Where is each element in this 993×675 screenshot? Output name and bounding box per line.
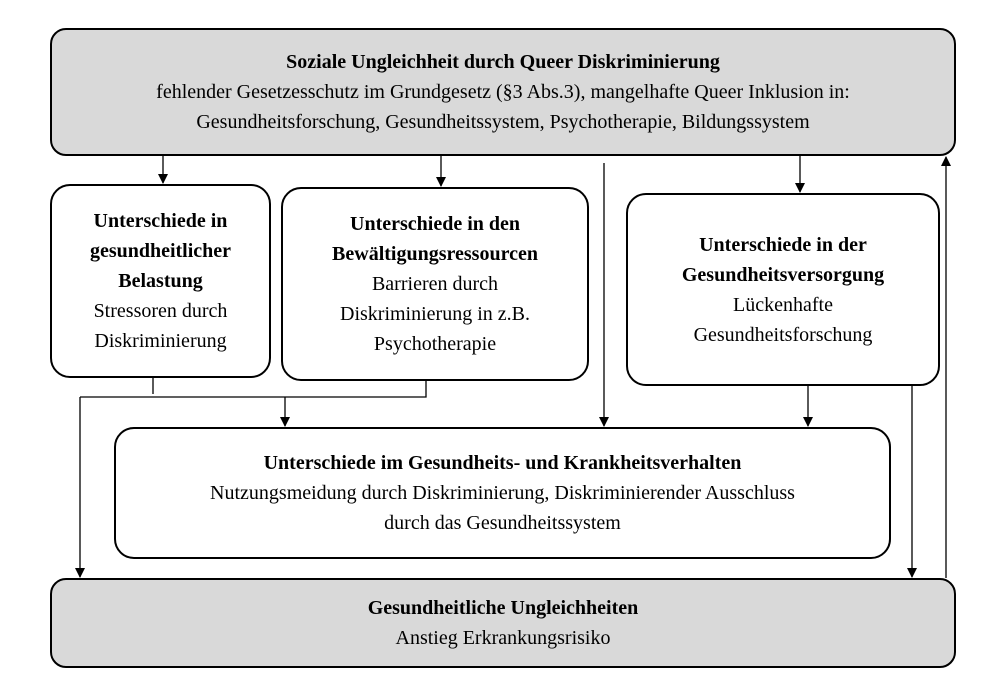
health-burden-title-line-2: gesundheitlicher (89, 240, 232, 262)
health-behavior-title: Unterschiede im Gesundheits- und Krankheitsverhalten (263, 452, 742, 474)
coping-resources-box (281, 187, 589, 381)
health-burden-text-line-2: Diskriminierung (94, 330, 227, 352)
social-inequality-line-1: fehlender Gesetzesschutz im Grundgesetz (§3 Abs.3), mangelhafte Queer Inklusion in: (156, 81, 850, 103)
health-care-text-line-1: Lückenhafte (733, 293, 833, 316)
health-burden-box (50, 184, 271, 378)
health-inequalities-box (50, 578, 956, 668)
health-care-title-line-2: Gesundheitsversorgung (681, 263, 885, 286)
coping-resources-text-line-2: Diskriminierung in z.B. (340, 303, 530, 325)
health-behavior-text-line-1: Nutzungsmeidung durch Diskriminierung, Diskriminierender Ausschluss (210, 482, 795, 504)
coping-resources-text-line-1: Barrieren durch (371, 273, 499, 295)
social-inequality-title: Soziale Ungleichheit durch Queer Diskriminierung (286, 51, 720, 73)
coping-resources-title-line-1: Unterschiede in den (350, 213, 520, 235)
coping-resources-title-line-2: Bewältigungsressourcen (332, 243, 538, 265)
health-inequalities-text: Anstieg Erkrankungsrisiko (395, 627, 611, 649)
health-care-title-line-1: Unterschiede in der (699, 233, 867, 256)
health-burden-title-line-1: Unterschiede in (93, 210, 228, 232)
health-behavior-text-line-2: durch das Gesundheitssystem (384, 512, 621, 534)
health-care-box (626, 193, 940, 386)
coping-resources-text-line-3: Psychotherapie (373, 333, 497, 355)
health-care-text-line-2: Gesundheitsforschung (693, 323, 873, 346)
connector-coping-resources-merge (80, 381, 426, 397)
health-burden-text-line-1: Stressoren durch (93, 300, 228, 322)
social-inequality-box (50, 28, 956, 156)
social-inequality-line-2: Gesundheitsforschung, Gesundheitssystem, Psychotherapie, Bildungssystem (196, 111, 810, 133)
health-inequalities-title: Gesundheitliche Ungleichheiten (367, 597, 639, 619)
health-behavior-box (114, 427, 891, 559)
health-burden-title-line-3: Belastung (118, 270, 203, 292)
